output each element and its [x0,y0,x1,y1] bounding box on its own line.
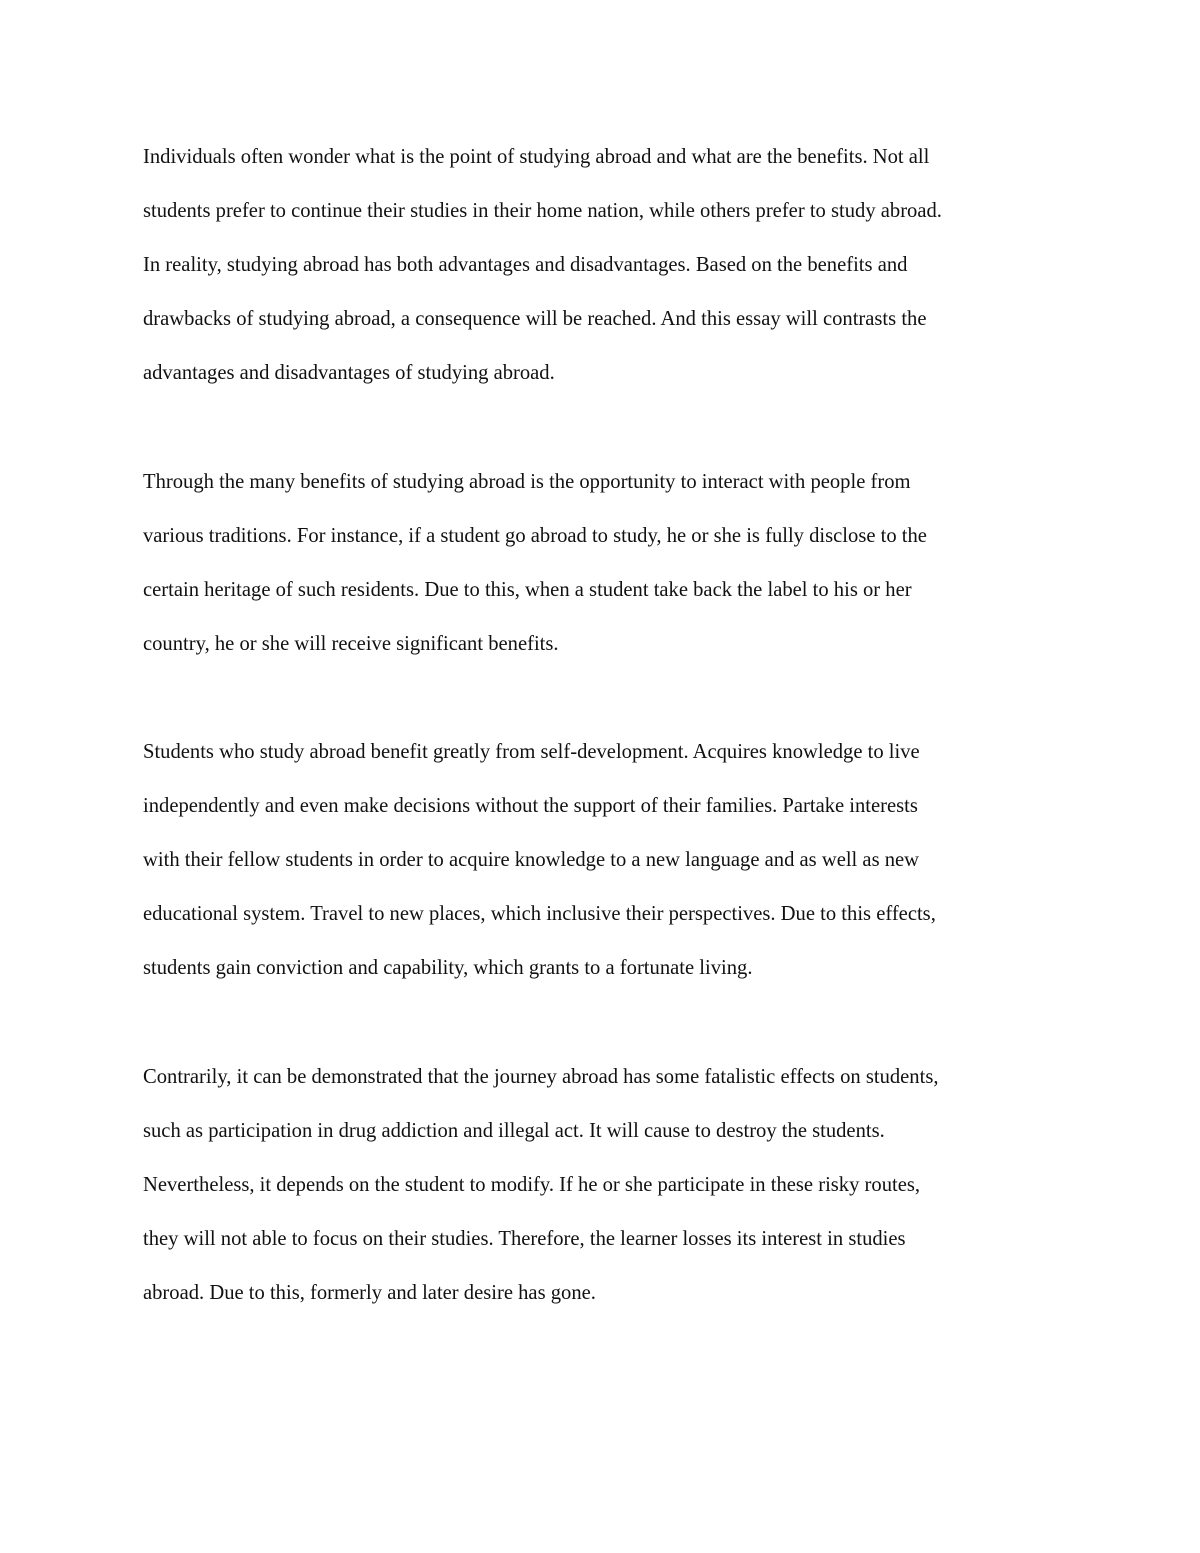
text-line: abroad. Due to this, formerly and later desire has gone. [143,1282,596,1304]
text-line: country, he or she will receive significant benefits. [143,633,559,655]
text-line: certain heritage of such residents. Due to this, when a student take back the label to his or her [143,579,912,601]
text-line: advantages and disadvantages of studying abroad. [143,362,555,384]
text-line: Contrarily, it can be demonstrated that the journey abroad has some fatalistic effects on students, [143,1066,939,1088]
text-line: In reality, studying abroad has both advantages and disadvantages. Based on the benefits and [143,254,908,276]
text-line: Nevertheless, it depends on the student to modify. If he or she participate in these risky routes, [143,1174,921,1196]
text-line: Through the many benefits of studying abroad is the opportunity to interact with people from [143,471,911,493]
text-line: educational system. Travel to new places, which inclusive their perspectives. Due to this effects, [143,903,936,925]
text-line: independently and even make decisions without the support of their families. Partake interests [143,795,918,817]
text-line: Individuals often wonder what is the point of studying abroad and what are the benefits. Not all [143,146,930,168]
text-line: students gain conviction and capability, which grants to a fortunate living. [143,957,753,979]
text-line: Students who study abroad benefit greatly from self-development. Acquires knowledge to live [143,741,920,763]
text-line: drawbacks of studying abroad, a consequence will be reached. And this essay will contrasts the [143,308,927,330]
text-line: such as participation in drug addiction and illegal act. It will cause to destroy the students. [143,1120,885,1142]
text-line: they will not able to focus on their studies. Therefore, the learner losses its interest in studies [143,1228,906,1250]
text-line: various traditions. For instance, if a student go abroad to study, he or she is fully disclose to the [143,525,927,547]
text-line: students prefer to continue their studies in their home nation, while others prefer to study abroad. [143,200,942,222]
paragraph-disadvantages [143,1050,938,1320]
paragraph-intro [143,130,942,400]
paragraph-self-development [143,725,936,995]
paragraph-benefits-traditions [143,455,927,671]
text-line: with their fellow students in order to acquire knowledge to a new language and as well as new [143,849,920,871]
